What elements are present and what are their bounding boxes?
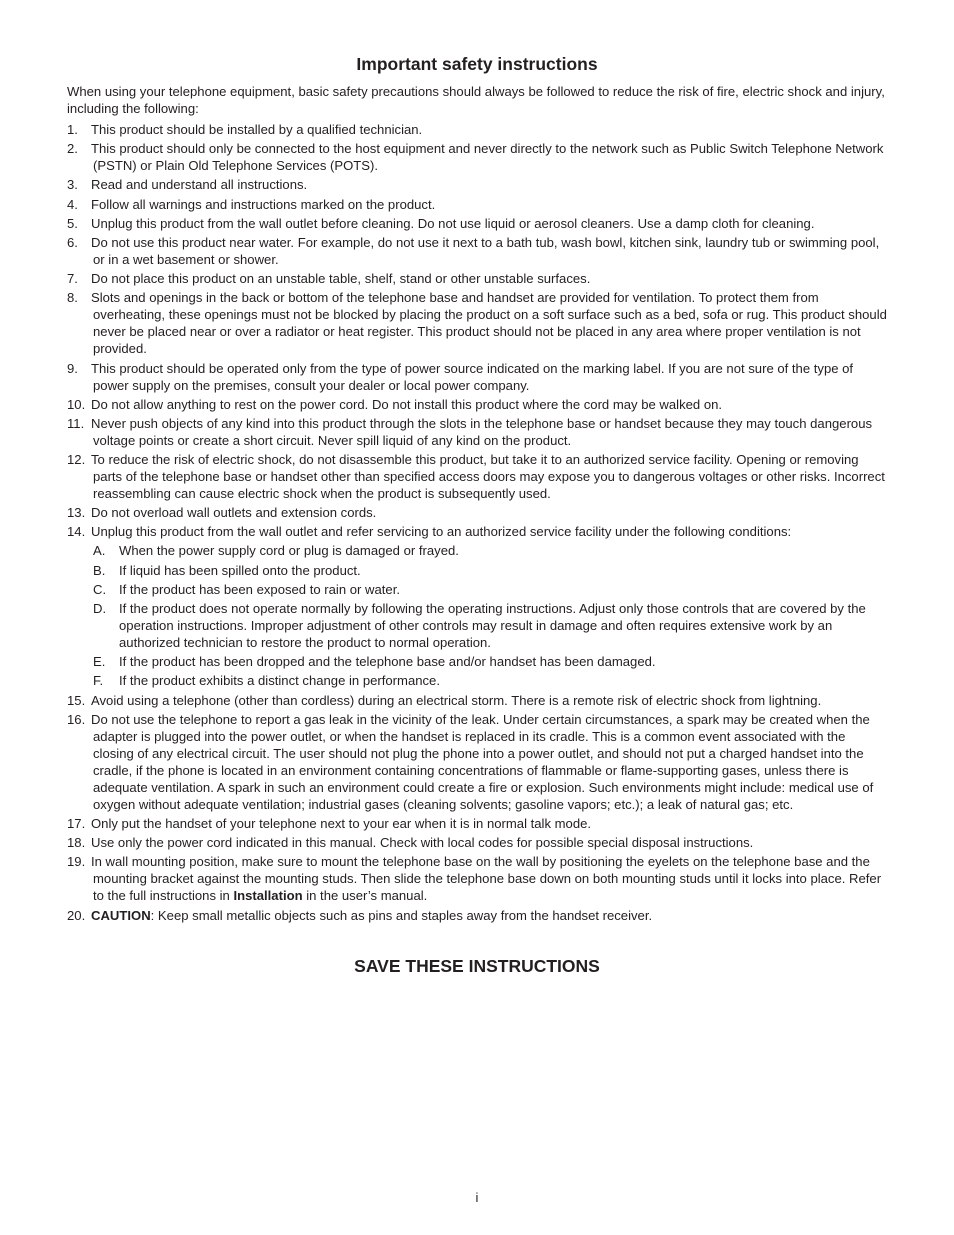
sublist-item xyxy=(91,600,889,651)
item-text: This product should be installed by a qualified technician. xyxy=(91,122,423,137)
list-item xyxy=(67,121,889,138)
item-number: 11. xyxy=(67,415,85,431)
item-text: To reduce the risk of electric shock, do not disassemble this product, but take it to an authorized service facility. Opening or removing parts of the telephone base or handset other than specified access doors may expose you to dangerous voltages or other risks. Incorrect reassembling can cause electric shock when the product is subsequently used. xyxy=(91,452,885,502)
page-title: Important safety instructions xyxy=(356,54,598,74)
conditions-sublist xyxy=(91,542,889,689)
subitem-letter: C. xyxy=(93,581,107,597)
list-item xyxy=(67,815,889,832)
item-text: Do not use this product near water. For example, do not use it next to a bath tub, wash bowl, kitchen sink, laundry tub or swimming pool, or in a wet basement or shower. xyxy=(91,234,880,267)
list-item xyxy=(67,907,889,924)
item-text xyxy=(91,853,889,904)
subitem-text: If the product has been exposed to rain or water. xyxy=(119,581,400,597)
intro-paragraph: When using your telephone equipment, basic safety precautions should always be followed to reduce the risk of fire, electric shock and injury, including the following: xyxy=(67,84,885,116)
item-number: 9. xyxy=(67,360,78,376)
list-item xyxy=(67,270,889,287)
list-item xyxy=(67,289,889,357)
list-item xyxy=(67,234,889,268)
item-text: This product should be operated only from the type of power source indicated on the marking label. If you are not sure of the type of power supply on the premises, consult your dealer or local power company. xyxy=(91,360,854,393)
item-text-end: in the user’s manual. xyxy=(302,888,428,904)
item-text: Follow all warnings and instructions marked on the product. xyxy=(91,196,436,212)
list-item xyxy=(67,692,889,709)
list-item xyxy=(67,140,889,174)
list-item xyxy=(67,396,889,413)
subitem-text: When the power supply cord or plug is damaged or frayed. xyxy=(119,543,459,559)
list-item xyxy=(67,523,889,689)
subitem-letter: E. xyxy=(93,654,106,670)
item-number: 20. xyxy=(67,907,86,923)
subitem-letter: D. xyxy=(93,601,107,616)
item-text: Unplug this product from the wall outlet and refer servicing to an authorized service facility under the following conditions: xyxy=(91,524,792,540)
list-item xyxy=(67,451,889,502)
item-number: 7. xyxy=(67,271,78,287)
safety-instructions-list xyxy=(67,121,889,926)
item-text-end: : Keep small metallic objects such as pins and staples away from the handset receiver. xyxy=(150,907,653,923)
item-text: Slots and openings in the back or bottom of the telephone base and handset are provided for ventilation. To protect them from overheating, these openings must not be blocked by placing the product on a soft surface such as a bed, sofa or rug. This product should never be placed near or over a radiator or heat register. This product should not be placed in any area where proper ventilation is not provided. xyxy=(91,290,887,357)
item-text: Do not use the telephone to report a gas leak in the vicinity of the leak. Under certain circumstances, a spark may be created when the adapter is plugged into the power outlet, or when the handset is replaced in its cradle. This is a common event associated with the closing of any electrical circuit. The user should not plug the phone into a power outlet, and should not put a charged handset into the cradle, if the phone is located in an environment containing concentrations of flammable or flame-supporting gases, unless there is adequate ventilation. A spark in such an environment could create a fire or explosion. Such environments might include: medical use of oxygen without adequate ventilation; industrial gases (cleaning solvents; gasoline vapors; etc.); a leak of natural gas; etc. xyxy=(91,711,874,812)
subitem-letter: A. xyxy=(93,543,106,559)
item-number: 17. xyxy=(67,815,86,831)
item-text: Read and understand all instructions. xyxy=(91,177,308,193)
list-item xyxy=(67,215,889,232)
item-number: 12. xyxy=(67,452,86,468)
list-item xyxy=(67,196,889,213)
item-number: 13. xyxy=(67,505,86,521)
item-text: Only put the handset of your telephone next to your ear when it is in normal talk mode. xyxy=(91,815,592,831)
subitem-text: If the product has been dropped and the telephone base and/or handset has been damaged. xyxy=(119,654,656,670)
item-number: 18. xyxy=(67,835,86,851)
save-instructions-heading: SAVE THESE INSTRUCTIONS xyxy=(354,956,600,976)
sublist-item xyxy=(91,542,889,559)
sublist-item xyxy=(91,581,889,598)
item-number: 4. xyxy=(67,196,78,212)
item-text: Do not overload wall outlets and extension cords. xyxy=(91,505,377,521)
list-item xyxy=(67,834,889,851)
item-text: This product should only be connected to the host equipment and never directly to the network such as Public Switch Telephone Network (PSTN) or Plain Old Telephone Services (POTS). xyxy=(91,141,884,174)
subitem-text: If liquid has been spilled onto the product. xyxy=(119,562,361,578)
item-number: 19. xyxy=(67,854,86,870)
item-number: 16. xyxy=(67,711,86,727)
item-number: 10. xyxy=(67,396,86,412)
item-text: Use only the power cord indicated in this manual. Check with local codes for possible special disposal instructions. xyxy=(91,835,754,851)
item-text: Do not place this product on an unstable table, shelf, stand or other unstable surfaces. xyxy=(91,271,591,287)
list-item xyxy=(67,711,889,813)
item-text: Unplug this product from the wall outlet before cleaning. Do not use liquid or aerosol cleaners. Use a damp cloth for cleaning. xyxy=(91,215,815,231)
sublist-item xyxy=(91,672,889,689)
list-item xyxy=(67,853,889,904)
caution-label: CAUTION xyxy=(91,907,151,923)
item-text-start: In wall mounting position, make sure to mount the telephone base on the wall by positioning the eyelets on the telephone base and the mounting bracket against the mounting studs. Then slide the telephone base down on both mounting studs until it locks into place. Refer to the full instructions in xyxy=(91,854,882,904)
subitem-letter: F. xyxy=(93,673,104,689)
item-number: 6. xyxy=(67,234,78,250)
list-item xyxy=(67,415,889,449)
list-item xyxy=(67,360,889,394)
item-text: Do not allow anything to rest on the power cord. Do not install this product where the cord may be walked on. xyxy=(91,396,723,412)
sublist-item xyxy=(91,653,889,670)
item-text: Never push objects of any kind into this product through the slots in the telephone base or handset because they may touch dangerous voltage points or create a short circuit. Never spill liquid of any kind on the product. xyxy=(91,415,873,448)
item-text xyxy=(91,907,889,924)
item-number: 5. xyxy=(67,215,78,231)
item-number: 3. xyxy=(67,177,78,193)
subitem-text: If the product does not operate normally by following the operating instructions. Adjust only those controls that are covered by the operation instructions. Improper adjustment of other controls may result in damage and often requires extensive work by an authorized technician to restore the product to normal operation. xyxy=(119,601,866,650)
item-number: 8. xyxy=(67,290,78,306)
installation-reference: Installation xyxy=(233,888,303,904)
item-number: 2. xyxy=(67,141,78,157)
list-item xyxy=(67,176,889,193)
sublist-item xyxy=(91,562,889,579)
item-text: Avoid using a telephone (other than cordless) during an electrical storm. There is a remote risk of electric shock from lightning. xyxy=(91,692,822,708)
item-number: 14. xyxy=(67,524,86,540)
item-number: 15. xyxy=(67,692,86,708)
item-number: 1. xyxy=(67,122,78,137)
subitem-text: If the product exhibits a distinct change in performance. xyxy=(119,673,440,689)
page-number: i xyxy=(475,1190,479,1205)
list-item xyxy=(67,504,889,521)
subitem-letter: B. xyxy=(93,562,106,578)
